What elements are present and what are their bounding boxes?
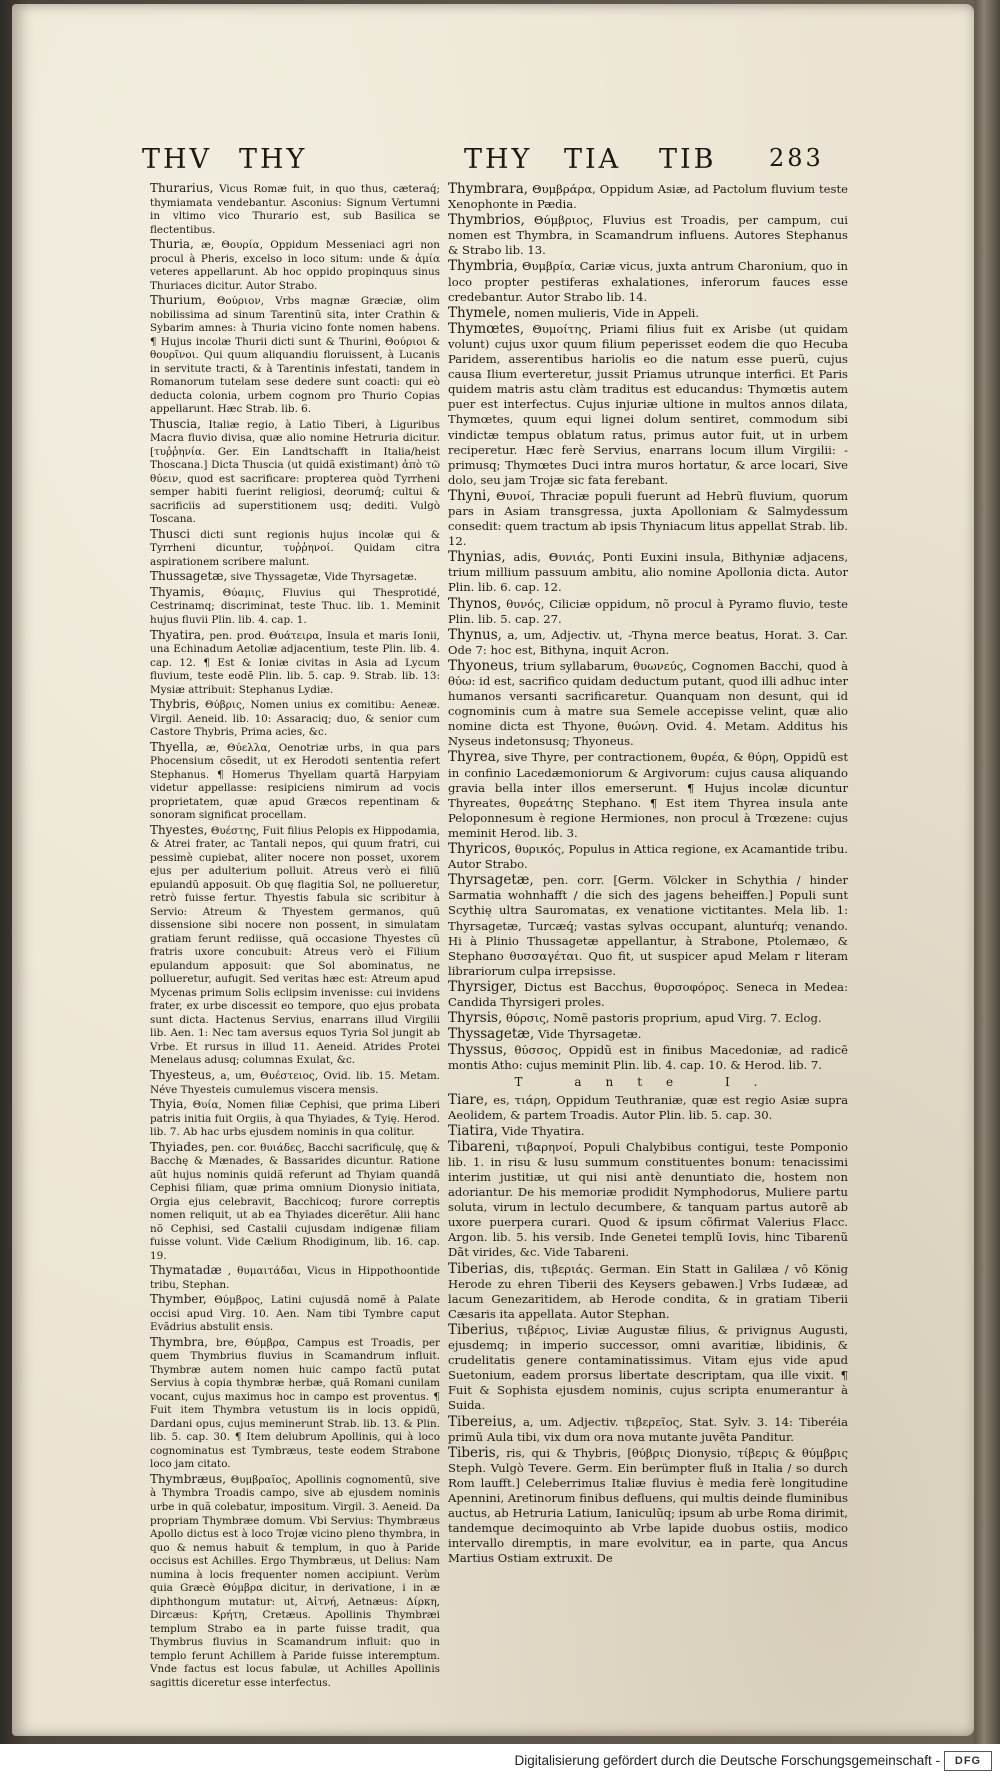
entry-text: Θυμβράρα, Oppidum Asiæ, ad Pactolum fluvium teste Xenophonte in Pædia. [448,182,848,212]
dictionary-entry [448,306,848,321]
entry-headword: Thyesteus, [150,1068,216,1082]
page-number: 283 [769,144,824,172]
entry-text: τιβέριος, Liviæ Augustæ filius, & privignus Augusti, ejusdemq; in imperio successor, omni avaritiæ, libidinis, & crudelitatis genere contaminatissimus. Vitam ejus vide apud Suetonium, eadem prorsus libertate descriptam, qua ille vixit. ¶ Fuit & Sophista ejusdem nominis, cujus scripta enumerantur à Suida. [448,1322,848,1413]
dfg-logo: DFG [944,1751,992,1771]
dictionary-entry [448,1140,848,1261]
entry-headword: Thymele, [448,304,511,321]
entry-headword: Tiatira, [448,1122,498,1139]
entry-text: Θυέστης, Fuit filius Pelopis ex Hippodamia, & Atrei frater, ac Tantali nepos, qui quum fratri, cui pessimè cupiebat, aliter nocere non posset, uxorem ejus per adulterium polluit. Atreus verò ei filiũ epulandũ apposuit. Ob quę flagitia Sol, ne pollueretur, retrò fuisse fertur. Thyestis fabula sic scribitur à Servio: Atreum & Thyestem germanos, quũ dissensione sibi nocere non possent, in simulatam gratiam ferunt rediisse, quã occasione Thyestes cũ fratris uxore concubuit: Atreus verò ei Filium epulandum apposuit: que Sol abominatus, ne pollueretur, aufugit. Sed veritas hæc est: Atreum apud Mycenas primum Solis eclipsim invenisse: cui invidens frater, ex urbe discessit eo tempore, quo ejus probata sunt dicta. Hactenus Servius, enarrans illud Virgilii lib. Aen. 1: Nec tam aversus equos Tyria Sol jungit ab Vrbe. Et rursus in illud 11. Aeneid. Atrides Protei Menelaus adusq; columnas Exulat, &c. [150,824,440,1067]
dictionary-entry [448,213,848,258]
entry-text: Θυμοίτης, Priami filius fuit ex Arisbe (ut quidam volunt) cujus uxor quum filium peperisset eodem die quo Hecuba Paridem, asserentibus hariolis eo die natum esse puerũ, cujus causa Ilium everteretur, jussit Priamus utrunque interfici. Et Paris quidem matris astu clàm traditus est educandus: Thymœtis autem puer est interfectus. Cujus injuriæ ultione in multos annos dilata, Thymœtes, quum equi lignei dolum sentiret, commodum sibi vindictæ tempus oblatum ratus, primus autor fuit, ut in urbem reciperetur. Hæc ferè Servius, enarrans locum illum Virgilii: -primusq; Thymœtes Duci intra muros hortatur, & arce locari, Sive dolo, seu jam Trojæ sic fata ferebant. [448,321,848,487]
dictionary-entry [150,1293,440,1335]
entry-text: Θύμβριος, Fluvius est Troadis, per campum, cui nomen est Thymbra, in Scamandrum influens. Autores Stephanus & Strabo lib. 13. [448,213,848,258]
entry-text: pen. prod. Θυάτειρα, Insula et maris Ionii, una Echinadum Aetoliæ adjacentium, teste Plin. lib. 4. cap. 12. ¶ Est & Ioniæ civitas in Asia ad Lycum fluvium, teste eodẽ Plin. lib. 5. cap. 9. Strab. lib. 13: Mysiæ attribuit: Stephanus Lydiæ. [150,629,440,696]
dictionary-entry [150,528,440,570]
dictionary-entry [448,628,848,658]
entry-text: Θυμβραῖος, Apollinis cognomentũ, sive à Thymbra Troadis campo, sive ab ejusdem nominis urbe in quã colebatur, impositum. Virgil. 3. Aeneid. Da propriam Thymbræe domum. Vbi Servius: Thymbræus Apollo dictus est à loco Trojæ vicino pleno thymbra, in quo & nemus habuit & templum, in quo à Paride occisus est Achilles. Ergo Thymbræus, ut Delius: Nam numina à locis frequenter nomen accipiunt. Verùm quia Græcè Θύμβρα dicitur, in derivatione, i in æ diphthongum mutatur: ut, Αἰτνή, Aetnæus: Δίρκη, Dircæus: Κρήτη, Cretæus. Apollinis Thymbræi templum Strabo ea in parte fuisse tradit, qua Thymbrus fluvius in Scamandrum influit: quo in templo ferunt Achillem à Paride fuisse interemptum. Vnde factus est locus fabulæ, ut Achilles Apollinis sagittis diceretur esse interfectus. [150,1473,440,1689]
entry-text: Dictus est Bacchus, θυρσοφόρος. Seneca in Medea: Candida Thyrsigeri proles. [448,979,849,1009]
entry-text: Θυμβρία, Cariæ vicus, juxta antrum Charonium, quo in loco propter pestiferas exhalationes, inferorum fauces esse credebantur. Autor Strabo lib. 14. [448,259,848,304]
entry-text: Italiæ regio, à Latio Tiberi, à Liguribus Macra fluvio divisa, quæ alio nomine Hetruria dicitur. [τυῤῥηνία. Ger. Ein Landtschafft in Italia/heist Thoscana.] Dicta Thuscia (ut quidã existimant) ἀπὸ τῶ θύειν, quod est sacrificare: propterea quòd Tyrrheni semper habiti fuerint religiosi, deorumq́; cultui & sacrificiis ad superstitionem usq; dediti. Vulgò Toscana. [150,418,440,526]
dictionary-entry [150,570,440,585]
dictionary-entry [150,294,440,417]
dictionary-entry [448,597,848,627]
dictionary-entry [150,238,440,293]
running-head-left-1: THV [142,144,213,175]
entry-headword: Thyia, [150,1097,188,1112]
entry-headword: Tibereius, [448,1413,517,1430]
entry-text: æ, Θύελλα, Oenotriæ urbs, in qua pars Phocensium cõsedit, ut ex Herodoti sententia refert Stephanus. ¶ Homerus Thyellam quartã Harpyiam videtur appellasse: resipiciens nimirum ad vocis proprietatem, quæ apud Græcos repentinam & sonoram significat procellam. [150,741,440,822]
entry-headword: Tiare, [448,1091,489,1108]
entry-headword: Thyella, [150,739,199,754]
entry-text: dis, τιβεριάς. German. Ein Statt in Galilæa / vō König Herode zu ehren Tiberii des Keysers gebawen.] Vrbs Iudææ, ad lacum Genezaritidem, ab Herode condita, & in gratiam Tiberii Cæsaris ita appellata. Autor Stephan. [448,1261,848,1321]
entry-headword: Thyssagetæ, [448,1026,535,1043]
dictionary-entry [150,1069,440,1097]
dictionary-entry [150,824,440,1068]
entry-text: Vicus Romæ fuit, in quo thus, cæteraq́; thymiamata vendebantur. Asconius: Signum Vertumni in vltimo vico Thurario est, sub Basilica se flectentibus. [150,183,440,236]
dictionary-entry [150,1264,440,1292]
dictionary-entry [448,550,848,595]
entry-text: θύρσις, Nomẽ pastoris proprium, apud Virg. 7. Eclog. [505,1011,822,1026]
dictionary-entry [150,698,440,740]
dictionary-entry [448,322,848,488]
entry-text: dicti sunt regionis hujus incolæ qui & Tyrrheni dicuntur, τυῤῥηνοί. Quidam citra aspirationem scribere malunt. [150,528,440,568]
entry-text: Θυία, Nomen filiæ Cephisi, que prima Liberi patris initia fuit Orgiis, à qua Thyiades, & Tyię. Herod. lib. 7. Ab hac urbs ejusdem nominis in qua colitur. [150,1099,440,1139]
entry-text: , θυμαιτάδαι, Vicus in Hippothoontide tribu, Stephan. [150,1265,440,1291]
dictionary-entry [150,182,440,237]
entry-text: sive Thyre, per contractionem, θυρέα, & θύρη, Oppidũ est in confinio Lacedæmoniorum & Argivorum: cujus causa aliquando gravia bella inter illos emerserunt. ¶ Hujus incolæ dicuntur Thyreates, θυρεάτης Stephano. ¶ Est item Thyrea insula ante Peloponnesum è regione Hermiones, non procul à Trœzene: cujus meminit Herod. lib. 3. [448,750,848,840]
entry-headword: Thyrsis, [448,1010,503,1027]
right-column [448,182,848,1567]
entry-text: nomen mulieris, Vide in Appeli. [514,305,700,320]
running-head-right-3: TIB [659,144,717,175]
entry-headword: Thusci [150,526,191,541]
section-heading: T ante I. [514,1075,782,1090]
dictionary-entry [448,1446,848,1567]
entry-headword: Thymœtes, [448,320,525,337]
entry-text: Θύβρις, Nomen unius ex comitibu: Aeneæ. Virgil. Aeneid. lib. 10: Assaraciq; duo, & senior cum Castore Thybris, Prima acies, &c. [150,699,440,739]
dictionary-entry [448,1124,848,1139]
entry-text: a, um, Adjectiv. ut, -Thyna merce beatus, Horat. 3. Car. Ode 7: hoc est, Bithyna, inquit Acron. [448,627,849,657]
running-head [12,144,974,184]
entry-text: θυνός, Ciliciæ oppidum, nõ procul à Pyramo fluvio, teste Plin. lib. 5. cap. 27. [448,596,849,626]
dictionary-entry [448,1262,848,1322]
entry-headword: Tiberius, [448,1321,509,1338]
entry-headword: Thussagetæ, [150,569,228,584]
entry-headword: Thynias, [448,549,506,566]
entry-headword: Thuria, [150,237,194,252]
entry-headword: Thuscia, [150,416,201,431]
dictionary-entry [448,1093,848,1123]
entry-headword: Thymber, [150,1292,207,1307]
entry-headword: Thyni, [448,487,491,504]
dictionary-entry [448,1323,848,1414]
entry-headword: Thyrsiger, [448,978,517,995]
entry-headword: Thynos, [448,595,502,612]
entry-text: Θύαμις, Fluvius qui Thesprotidé, Cestrinamq; discriminat, teste Thuc. lib. 1. Meminit hujus fluvii Plin. lib. 4. cap. 1. [150,586,440,626]
entry-text: sive Thyssagetæ, Vide Thyrsagetæ. [230,571,418,584]
entry-headword: Thyiades, [150,1139,209,1154]
entry-headword: Thurium, [150,293,206,308]
entry-headword: Tiberis, [448,1444,500,1461]
entry-headword: Thymbræus, [150,1471,226,1486]
dictionary-entry [448,659,848,750]
entry-text: trium syllabarum, θυωνεύς, Cognomen Bacchi, quod à θύω: id est, sacrifico quidam deductum putant, quod illi adhuc inter humanos versanti sacrificaretur. Quanquam non desunt, qui id cognominis cum à matre sua Semele accepisse velint, quæ alio nomine dicta est Thyone, θυώνη. Ovid. 4. Metam. Additus his Nyseus indetonsusq; Thyoneus. [448,658,848,749]
entry-text: θύσσος, Oppidũ est in finibus Macedoniæ, ad radicẽ montis Atho: cujus meminit Plin. lib. 4. cap. 10. & Herod. lib. 7. [448,1043,848,1073]
dictionary-entry [150,418,440,527]
entry-text: pen. corr. [Germ. Völcker in Schythia / hinder Sarmatia wohnhafft / die sich des jagens beheiffen.] Populi sunt Scythię ultra Sauromatas, ex venatione victitantes. Mela lib. 1: Thyrsagetæ, Turcæq́; vastas sylvas occupant, aluntuŕq; venando. Hi à Plinio Thussagetæ appellantur, à Strabone, Ptolemæo, & Stephano θυσσαγέται. Quo fit, ut suspicer apud Melam r literam librariorum culpa irrepsisse. [448,873,849,978]
entry-headword: Tibareni, [448,1138,510,1155]
dictionary-entry [150,1473,440,1690]
running-head-right-1: THY [464,144,533,175]
entry-headword: Thymbrara, [448,181,529,197]
entry-headword: Thyrea, [448,749,501,766]
entry-text: es, τιάρη, Oppidum Teuthraniæ, quæ est regio Asiæ supra Aeolidem, & partem Troadis. Autor Plin. lib. 5. cap. 30. [448,1092,849,1122]
dictionary-entry [448,259,848,304]
footer-credit: Digitalisierung gefördert durch die Deutsche Forschungsgemeinschaft - [514,1753,940,1768]
dictionary-entry [448,873,848,979]
entry-headword: Tiberias, [448,1260,508,1277]
entry-headword: Thymbria, [448,258,518,275]
entry-text: Θυνοί, Thraciæ populi fuerunt ad Hebrũ fluvium, quorum pars in Asiam transgressa, juxta Apolloniam & Salmydessum consedit: quem tractum ab ipsis Thyniacum litus appellat Strab. lib. 12. [448,488,848,549]
dictionary-entry [448,842,848,872]
dictionary-entry [448,750,848,841]
dictionary-entry [448,489,848,549]
entry-headword: Thyssus, [448,1042,508,1059]
entry-headword: Thyrsagetæ, [448,872,534,889]
entry-headword: Thymatadæ [150,1263,222,1278]
entry-text: θυρικός, Populus in Attica regione, ex Acamantide tribu. Autor Strabo. [448,842,848,872]
entry-headword: Thurarius, [150,181,214,195]
dictionary-entry [448,980,848,1010]
dictionary-entry [150,741,440,823]
entry-headword: Thyricos, [448,841,512,858]
dictionary-entry [150,1336,440,1472]
footer-bar [0,1744,1000,1777]
entry-text: ris, qui & Thybris, [θύβρις Dionysio, τίβερις & θύμβρις Steph. Vulgò Tevere. Germ. Ein berümpter fluß in Italia / so durch Rom laufft.] Celeberrimus Italiæ fluvius è media ferè longitudine Apennini, Aretinorum finibus defluens, qui multis deinde fluminibus auctus, ab Hetruria Latium, Ianiculũq; ipsum ab urbe Roma dirimit, tandemque decimoquinto ab Vrbe lapide duobus ostiis, modico intervallo diremptis, in mare evolvitur, ea in parte, qua Ancus Martius Ostiam extruxit. De [448,1445,848,1566]
entry-headword: Thynus, [448,626,502,643]
dictionary-entry [448,1043,848,1073]
entry-headword: Thyatira, [150,627,205,642]
entry-text: Θούριον, Vrbs magnæ Græciæ, olim nobilissima ad sinum Tarentinũ sita, inter Crathin & Sybarim amnes: à Thuria vicino fonte nomen habens. ¶ Hujus incolæ Thurii dicti sunt & Thurini, Θούριοι & θουρῖνοι. Qui quum aliquandiu floruissent, à Lucanis in servitute tracti, & à Tarentinis infestati, tandem in Romanorum tutelam sese dedere sunt coacti: qui eò deducta colonia, urbem cognom pro Thurio Copias appellarunt. Hæc Strab. lib. 6. [150,295,440,416]
entry-headword: Thyamis, [150,584,205,599]
running-head-left-2: THY [239,144,308,175]
dictionary-entry [448,1011,848,1026]
entry-headword: Thyestes, [150,822,208,837]
entry-headword: Thymbra, [150,1334,209,1349]
book-edge [974,0,1000,1777]
entry-text: Θύμβρος, Latini cujusdã nomẽ à Palate occisi apud Virg. 10. Aen. Nam tibi Tymbre caput Evãdrius abstulit ensis. [150,1294,441,1334]
dictionary-entry [448,182,848,212]
entry-text: bre, Θύμβρα, Campus est Troadis, per quem Thymbrius fluvius in Scamandrum influit. Thymbræ autem nomen huic campo factũ putat Servius à copia thymbræ herbæ, quã Romani cunilam vocant, cujus maximus hoc in campo est proventus. ¶ Fuit item Thymbra vetustum iis in locis oppidũ, Dardani opus, cujus meminerunt Strab. lib. 13. & Plin. lib. 5. cap. 30. ¶ Item delubrum Apollinis, qui à loco cognominatus est Tymbræus, teste eodem Strabone loco jam citato. [150,1336,440,1471]
entry-text: Vide Thyatira. [501,1123,585,1138]
entry-text: a, um, Θυέστειος, Ovid. lib. 15. Metam. Néve Thyesteis cumulemus viscera mensis. [150,1070,440,1096]
entry-text: pen. cor. θυιάδες, Bacchi sacrificulę, quę & Bacchę & Mænades, & Bassarides dicuntur. Ratione aũt hujus nominis quidã referunt ad Thyiam quandã Cephisi filiam, quæ prima omnium Dionysio initiata, Orgia ejus celebravit, Bacchicoq; furore correptis nomen reliquit, ut ab ea Thyiades dicerẽtur. Alii hanc nõ Cephisi, sed Castalii cujusdam indigenæ filiam fuisse volunt. Vide Cælium Rhodiginum, lib. 16. cap. 19. [150,1141,440,1262]
dictionary-entry [448,1415,848,1445]
dictionary-entry [150,586,440,628]
entry-headword: Thymbrios, [448,212,525,229]
entry-headword: Thybris, [150,697,200,712]
left-column [150,182,440,1691]
entry-text: æ, Θουρία, Oppidum Messeniaci agri non procul à Pheris, excelso in loco situm: unde & ἀμία veteres appellarunt. Ab hoc oppido propinquus sinus Thuriaces dicitur. Autor Strabo. [150,239,441,292]
running-head-right-2: TIA [564,144,622,175]
entry-text: τιβαρηνοί, Populi Chalybibus contigui, teste Pomponio lib. 1. in risu & lusu summum constituentes bonum: tenacissimi interim justitiæ, ut qui nisi antè denuntiato die, hostem non adoriantur. De his memoriæ prodidit Nymphodorus, Muliere partu soluta, virum in lectulo decumbere, & tanquam partus autorẽ ab uxore puerpera curari. Quod & ipsum cõfirmat Valerius Flacc. Argon. lib. 5. his versib. Inde Genetei templũ Iovis, hinc Tibarenũ Dãt virides, &c. Vide Tabareni. [448,1139,848,1260]
dictionary-entry [448,1027,848,1042]
entry-text: a, um. Adjectiv. τιβερεῖος, Stat. Sylv. 3. 14: Tiberéia primũ Aula tibi, vix dum ora nova mutante juvẽta Panditur. [448,1414,848,1444]
dictionary-entry [150,629,440,698]
entry-text: adis, Θυνιάς, Ponti Euxini insula, Bithyniæ adjacens, trium millium passuum ambitu, alio nomine Apollonia dicta. Autor Plin. lib. 6. cap. 12. [448,550,849,595]
dictionary-entry [150,1098,440,1140]
book-page [12,4,974,1736]
entry-headword: Thyoneus, [448,657,519,674]
entry-text: Vide Thyrsagetæ. [537,1027,642,1042]
dictionary-entry [150,1141,440,1264]
